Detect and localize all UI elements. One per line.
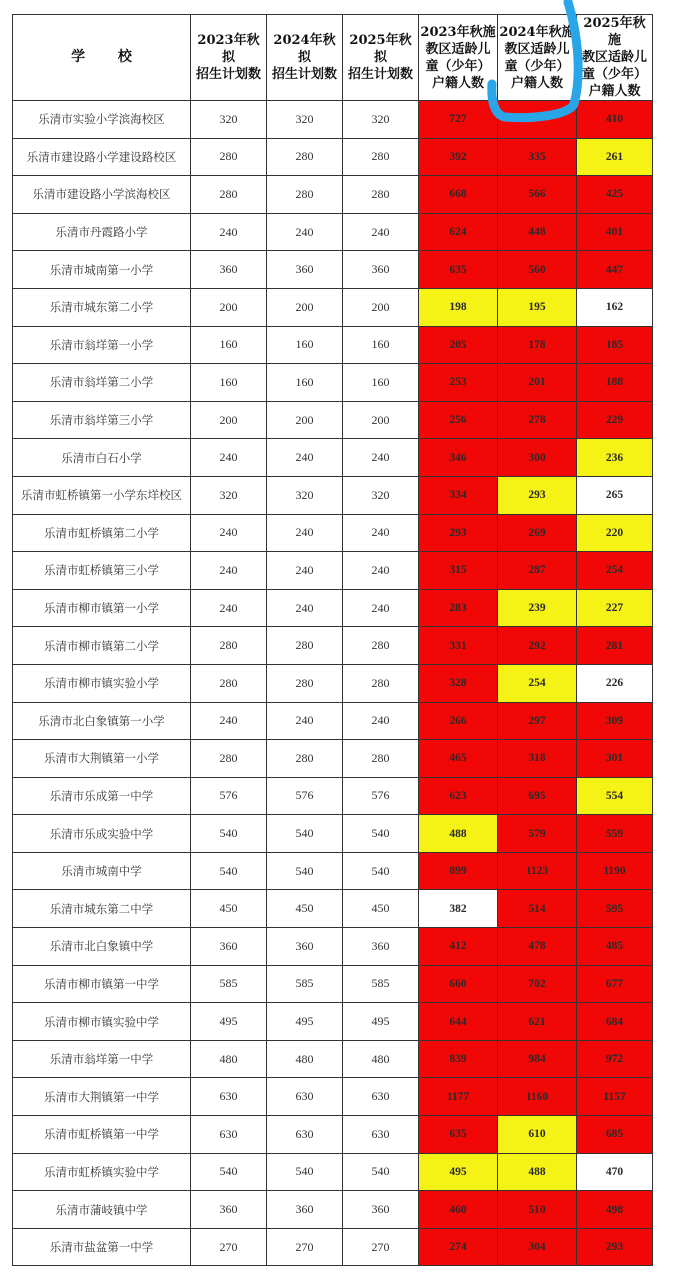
pop-2023-cell: 623 — [419, 777, 498, 815]
plan-2025-cell: 280 — [343, 176, 419, 214]
table-row — [13, 589, 653, 627]
header-plan-2025: 2025年秋拟 招生计划数 — [343, 15, 419, 101]
pop-2024-cell: 610 — [498, 1116, 577, 1154]
pop-2023-cell: 382 — [419, 890, 498, 928]
plan-2024-cell: 450 — [267, 890, 343, 928]
plan-2023-cell: 160 — [191, 326, 267, 364]
table-row — [13, 1040, 653, 1078]
table-row — [13, 288, 653, 326]
plan-2024-cell: 280 — [267, 627, 343, 665]
pop-2025-cell: 972 — [577, 1040, 653, 1078]
plan-2025-cell: 360 — [343, 928, 419, 966]
plan-2023-cell: 280 — [191, 138, 267, 176]
plan-2024-cell: 320 — [267, 476, 343, 514]
pop-2025-cell: 595 — [577, 890, 653, 928]
plan-2023-cell: 280 — [191, 627, 267, 665]
plan-2025-cell: 480 — [343, 1040, 419, 1078]
pop-2025-cell: 554 — [577, 777, 653, 815]
school-name-cell: 乐清市柳市镇第一小学 — [13, 589, 191, 627]
pop-2023-cell: 205 — [419, 326, 498, 364]
plan-2024-cell: 576 — [267, 777, 343, 815]
enrollment-table — [12, 14, 653, 1266]
plan-2023-cell: 540 — [191, 1153, 267, 1191]
pop-2025-cell: 485 — [577, 928, 653, 966]
plan-2025-cell: 200 — [343, 288, 419, 326]
table-row — [13, 890, 653, 928]
table-row — [13, 1153, 653, 1191]
plan-2025-cell: 360 — [343, 1191, 419, 1229]
table-body — [13, 101, 653, 1266]
table-row — [13, 364, 653, 402]
pop-2024-cell: 560 — [498, 251, 577, 289]
pop-2025-cell: 226 — [577, 664, 653, 702]
pop-2024-cell: 1123 — [498, 852, 577, 890]
plan-2023-cell: 576 — [191, 777, 267, 815]
pop-2025-cell: 559 — [577, 815, 653, 853]
table-row — [13, 702, 653, 740]
pop-2025-cell: 1190 — [577, 852, 653, 890]
plan-2023-cell: 240 — [191, 552, 267, 590]
pop-2025-cell: 410 — [577, 101, 653, 139]
plan-2025-cell: 280 — [343, 664, 419, 702]
school-name-cell: 乐清市乐成实验中学 — [13, 815, 191, 853]
plan-2025-cell: 450 — [343, 890, 419, 928]
pop-2025-cell: 236 — [577, 439, 653, 477]
table-row — [13, 439, 653, 477]
pop-2023-cell: 488 — [419, 815, 498, 853]
plan-2023-cell: 160 — [191, 364, 267, 402]
pop-2024-cell: 292 — [498, 627, 577, 665]
pop-2024-cell: 695 — [498, 777, 577, 815]
plan-2024-cell: 360 — [267, 251, 343, 289]
plan-2024-cell: 240 — [267, 552, 343, 590]
pop-2024-cell: 287 — [498, 552, 577, 590]
pop-2025-cell: 188 — [577, 364, 653, 402]
plan-2025-cell: 495 — [343, 1003, 419, 1041]
pop-2023-cell: 293 — [419, 514, 498, 552]
pop-2024-cell: 510 — [498, 1191, 577, 1229]
header-pop-2025: 2025年秋施 教区适龄儿 童（少年） 户籍人数 — [577, 15, 653, 101]
school-name-cell: 乐清市建设路小学滨海校区 — [13, 176, 191, 214]
plan-2025-cell: 280 — [343, 740, 419, 778]
plan-2023-cell: 240 — [191, 514, 267, 552]
pop-2024-cell: 335 — [498, 138, 577, 176]
pop-2024-cell: 178 — [498, 326, 577, 364]
plan-2023-cell: 480 — [191, 1040, 267, 1078]
pop-2025-cell: 254 — [577, 552, 653, 590]
plan-2025-cell: 280 — [343, 627, 419, 665]
pop-2024-cell: 318 — [498, 740, 577, 778]
pop-2024-cell: 702 — [498, 965, 577, 1003]
plan-2024-cell: 630 — [267, 1078, 343, 1116]
school-name-cell: 乐清市翁垟第一小学 — [13, 326, 191, 364]
enrollment-table-sheet — [12, 14, 653, 1266]
plan-2024-cell: 240 — [267, 213, 343, 251]
plan-2024-cell: 280 — [267, 664, 343, 702]
pop-2025-cell: 498 — [577, 1191, 653, 1229]
pop-2023-cell: 624 — [419, 213, 498, 251]
school-name-cell: 乐清市城南第一小学 — [13, 251, 191, 289]
pop-2024-cell: 621 — [498, 1003, 577, 1041]
pop-2024-cell: 201 — [498, 364, 577, 402]
pop-2023-cell: 1177 — [419, 1078, 498, 1116]
school-name-cell: 乐清市柳市镇实验中学 — [13, 1003, 191, 1041]
pop-2025-cell: 261 — [577, 138, 653, 176]
pop-2025-cell: 162 — [577, 288, 653, 326]
pop-2023-cell: 668 — [419, 176, 498, 214]
plan-2024-cell: 630 — [267, 1116, 343, 1154]
plan-2025-cell: 540 — [343, 815, 419, 853]
school-name-cell: 乐清市盐盆第一中学 — [13, 1228, 191, 1266]
school-name-cell: 乐清市城南中学 — [13, 852, 191, 890]
plan-2025-cell: 576 — [343, 777, 419, 815]
table-row — [13, 1116, 653, 1154]
plan-2023-cell: 360 — [191, 251, 267, 289]
pop-2025-cell: 301 — [577, 740, 653, 778]
plan-2023-cell: 630 — [191, 1078, 267, 1116]
plan-2024-cell: 240 — [267, 702, 343, 740]
pop-2023-cell: 274 — [419, 1228, 498, 1266]
school-name-cell: 乐清市虹桥镇实验中学 — [13, 1153, 191, 1191]
plan-2025-cell: 200 — [343, 401, 419, 439]
school-name-cell: 乐清市北白象镇第一小学 — [13, 702, 191, 740]
plan-2024-cell: 160 — [267, 326, 343, 364]
table-row — [13, 552, 653, 590]
school-name-cell: 乐清市柳市镇实验小学 — [13, 664, 191, 702]
school-name-cell: 乐清市建设路小学建设路校区 — [13, 138, 191, 176]
pop-2025-cell: 685 — [577, 1116, 653, 1154]
plan-2024-cell: 270 — [267, 1228, 343, 1266]
plan-2023-cell: 360 — [191, 928, 267, 966]
pop-2025-cell: 281 — [577, 627, 653, 665]
pop-2023-cell: 334 — [419, 476, 498, 514]
table-row — [13, 928, 653, 966]
pop-2023-cell: 256 — [419, 401, 498, 439]
school-name-cell: 乐清市虹桥镇第三小学 — [13, 552, 191, 590]
plan-2025-cell: 240 — [343, 589, 419, 627]
pop-2023-cell: 660 — [419, 965, 498, 1003]
table-row — [13, 965, 653, 1003]
header-pop-2024: 2024年秋施 教区适龄儿 童（少年） 户籍人数 — [498, 15, 577, 101]
plan-2024-cell: 200 — [267, 288, 343, 326]
pop-2023-cell: 328 — [419, 664, 498, 702]
school-name-cell: 乐清市大荆镇第一小学 — [13, 740, 191, 778]
pop-2024-cell: 195 — [498, 288, 577, 326]
school-name-cell: 乐清市翁垟第一中学 — [13, 1040, 191, 1078]
school-name-cell: 乐清市城东第二小学 — [13, 288, 191, 326]
plan-2023-cell: 280 — [191, 740, 267, 778]
plan-2025-cell: 630 — [343, 1116, 419, 1154]
school-name-cell: 乐清市城东第二中学 — [13, 890, 191, 928]
pop-2024-cell: 448 — [498, 213, 577, 251]
plan-2024-cell: 540 — [267, 852, 343, 890]
school-name-cell: 乐清市翁垟第三小学 — [13, 401, 191, 439]
plan-2024-cell: 200 — [267, 401, 343, 439]
school-name-cell: 乐清市丹霞路小学 — [13, 213, 191, 251]
pop-2024-cell: 579 — [498, 815, 577, 853]
table-row — [13, 777, 653, 815]
plan-2024-cell: 540 — [267, 1153, 343, 1191]
school-name-cell: 乐清市大荆镇第一中学 — [13, 1078, 191, 1116]
plan-2025-cell: 160 — [343, 364, 419, 402]
plan-2024-cell: 280 — [267, 138, 343, 176]
plan-2025-cell: 240 — [343, 702, 419, 740]
pop-2023-cell: 331 — [419, 627, 498, 665]
header-school: 学 校 — [13, 15, 191, 101]
plan-2023-cell: 280 — [191, 176, 267, 214]
pop-2024-cell: 293 — [498, 476, 577, 514]
pop-2023-cell: 315 — [419, 552, 498, 590]
plan-2024-cell: 585 — [267, 965, 343, 1003]
plan-2024-cell: 240 — [267, 589, 343, 627]
plan-2024-cell: 280 — [267, 176, 343, 214]
plan-2023-cell: 320 — [191, 101, 267, 139]
table-row — [13, 514, 653, 552]
school-name-cell: 乐清市虹桥镇第一中学 — [13, 1116, 191, 1154]
school-name-cell: 乐清市蒲岐镇中学 — [13, 1191, 191, 1229]
pop-2024-cell: 239 — [498, 589, 577, 627]
plan-2023-cell: 240 — [191, 702, 267, 740]
pop-2023-cell: 283 — [419, 589, 498, 627]
table-row — [13, 627, 653, 665]
school-name-cell: 乐清市柳市镇第一中学 — [13, 965, 191, 1003]
pop-2023-cell: 644 — [419, 1003, 498, 1041]
pop-2024-cell: 488 — [498, 1153, 577, 1191]
pop-2025-cell: 220 — [577, 514, 653, 552]
school-name-cell: 乐清市北白象镇中学 — [13, 928, 191, 966]
plan-2024-cell: 360 — [267, 928, 343, 966]
school-name-cell: 乐清市白石小学 — [13, 439, 191, 477]
pop-2023-cell: 392 — [419, 138, 498, 176]
plan-2024-cell: 495 — [267, 1003, 343, 1041]
header-plan-2023: 2023年秋拟 招生计划数 — [191, 15, 267, 101]
plan-2025-cell: 585 — [343, 965, 419, 1003]
pop-2023-cell: 495 — [419, 1153, 498, 1191]
pop-2025-cell: 293 — [577, 1228, 653, 1266]
table-row — [13, 740, 653, 778]
table-row — [13, 1078, 653, 1116]
pop-2024-cell — [498, 101, 577, 139]
table-row — [13, 852, 653, 890]
plan-2025-cell: 240 — [343, 439, 419, 477]
table-row — [13, 664, 653, 702]
table-row — [13, 326, 653, 364]
pop-2025-cell: 309 — [577, 702, 653, 740]
table-row — [13, 251, 653, 289]
plan-2024-cell: 240 — [267, 514, 343, 552]
pop-2024-cell: 984 — [498, 1040, 577, 1078]
plan-2023-cell: 280 — [191, 664, 267, 702]
pop-2025-cell: 227 — [577, 589, 653, 627]
pop-2025-cell: 265 — [577, 476, 653, 514]
table-row — [13, 401, 653, 439]
pop-2023-cell: 635 — [419, 1116, 498, 1154]
pop-2025-cell: 401 — [577, 213, 653, 251]
table-row — [13, 213, 653, 251]
plan-2025-cell: 630 — [343, 1078, 419, 1116]
pop-2024-cell: 514 — [498, 890, 577, 928]
plan-2023-cell: 495 — [191, 1003, 267, 1041]
plan-2025-cell: 270 — [343, 1228, 419, 1266]
table-row — [13, 101, 653, 139]
plan-2025-cell: 240 — [343, 514, 419, 552]
school-name-cell: 乐清市虹桥镇第一小学东垟校区 — [13, 476, 191, 514]
plan-2025-cell: 540 — [343, 1153, 419, 1191]
plan-2023-cell: 450 — [191, 890, 267, 928]
plan-2023-cell: 540 — [191, 815, 267, 853]
plan-2025-cell: 280 — [343, 138, 419, 176]
plan-2023-cell: 240 — [191, 213, 267, 251]
table-row — [13, 1228, 653, 1266]
plan-2025-cell: 540 — [343, 852, 419, 890]
pop-2024-cell: 1160 — [498, 1078, 577, 1116]
pop-2025-cell: 470 — [577, 1153, 653, 1191]
pop-2023-cell: 412 — [419, 928, 498, 966]
pop-2024-cell: 566 — [498, 176, 577, 214]
plan-2025-cell: 320 — [343, 476, 419, 514]
pop-2024-cell: 297 — [498, 702, 577, 740]
plan-2023-cell: 240 — [191, 589, 267, 627]
plan-2023-cell: 540 — [191, 852, 267, 890]
plan-2025-cell: 240 — [343, 213, 419, 251]
plan-2025-cell: 160 — [343, 326, 419, 364]
plan-2024-cell: 280 — [267, 740, 343, 778]
pop-2023-cell: 198 — [419, 288, 498, 326]
pop-2024-cell: 300 — [498, 439, 577, 477]
table-row — [13, 476, 653, 514]
school-name-cell: 乐清市柳市镇第二小学 — [13, 627, 191, 665]
pop-2023-cell: 727 — [419, 101, 498, 139]
plan-2024-cell: 360 — [267, 1191, 343, 1229]
pop-2025-cell: 677 — [577, 965, 653, 1003]
pop-2023-cell: 346 — [419, 439, 498, 477]
pop-2023-cell: 460 — [419, 1191, 498, 1229]
table-row — [13, 815, 653, 853]
plan-2024-cell: 320 — [267, 101, 343, 139]
plan-2023-cell: 200 — [191, 288, 267, 326]
pop-2024-cell: 478 — [498, 928, 577, 966]
table-row — [13, 138, 653, 176]
header-plan-2024: 2024年秋拟 招生计划数 — [267, 15, 343, 101]
pop-2025-cell: 229 — [577, 401, 653, 439]
plan-2023-cell: 630 — [191, 1116, 267, 1154]
plan-2023-cell: 320 — [191, 476, 267, 514]
plan-2023-cell: 360 — [191, 1191, 267, 1229]
pop-2024-cell: 278 — [498, 401, 577, 439]
plan-2024-cell: 240 — [267, 439, 343, 477]
table-row — [13, 1003, 653, 1041]
plan-2024-cell: 160 — [267, 364, 343, 402]
plan-2024-cell: 540 — [267, 815, 343, 853]
pop-2024-cell: 269 — [498, 514, 577, 552]
pop-2023-cell: 465 — [419, 740, 498, 778]
pop-2023-cell: 635 — [419, 251, 498, 289]
pop-2025-cell: 684 — [577, 1003, 653, 1041]
school-name-cell: 乐清市翁垟第二小学 — [13, 364, 191, 402]
pop-2023-cell: 839 — [419, 1040, 498, 1078]
pop-2023-cell: 899 — [419, 852, 498, 890]
pop-2024-cell: 254 — [498, 664, 577, 702]
school-name-cell: 乐清市实验小学滨海校区 — [13, 101, 191, 139]
table-row — [13, 1191, 653, 1229]
pop-2023-cell: 266 — [419, 702, 498, 740]
plan-2025-cell: 360 — [343, 251, 419, 289]
plan-2023-cell: 240 — [191, 439, 267, 477]
plan-2024-cell: 480 — [267, 1040, 343, 1078]
table-row — [13, 176, 653, 214]
school-name-cell: 乐清市虹桥镇第二小学 — [13, 514, 191, 552]
pop-2024-cell: 304 — [498, 1228, 577, 1266]
header-pop-2023: 2023年秋施 教区适龄儿 童（少年） 户籍人数 — [419, 15, 498, 101]
plan-2023-cell: 200 — [191, 401, 267, 439]
plan-2023-cell: 585 — [191, 965, 267, 1003]
pop-2023-cell: 253 — [419, 364, 498, 402]
pop-2025-cell: 447 — [577, 251, 653, 289]
plan-2023-cell: 270 — [191, 1228, 267, 1266]
plan-2025-cell: 240 — [343, 552, 419, 590]
pop-2025-cell: 185 — [577, 326, 653, 364]
pop-2025-cell: 425 — [577, 176, 653, 214]
header-row — [13, 15, 653, 101]
plan-2025-cell: 320 — [343, 101, 419, 139]
pop-2025-cell: 1157 — [577, 1078, 653, 1116]
school-name-cell: 乐清市乐成第一中学 — [13, 777, 191, 815]
